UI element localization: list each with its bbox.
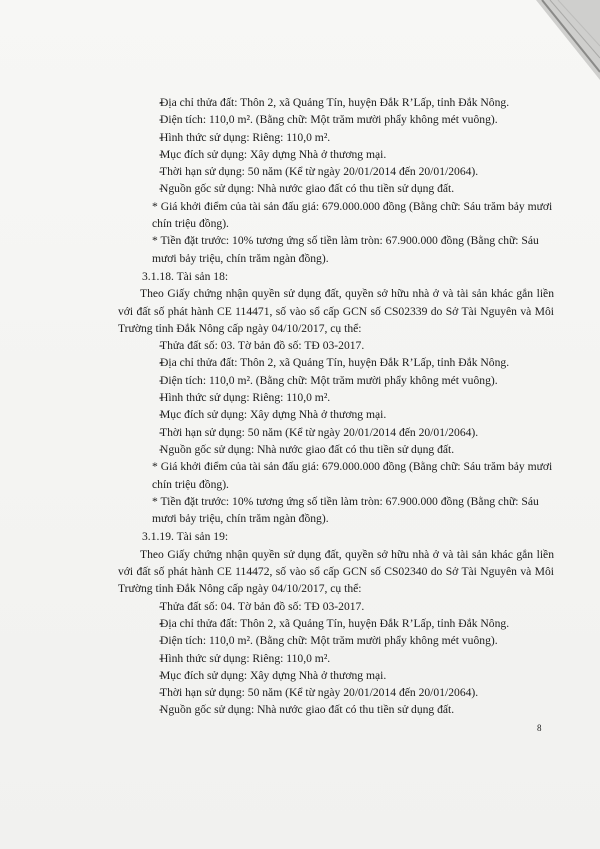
starting-price-note: * Giá khởi điểm của tài sản đấu giá: 679.000.000 đồng (Bằng chữ: Sáu trăm bảy mươi chín triệu đồng). xyxy=(152,460,553,491)
section-heading: 3.1.18. Tài sản 18: xyxy=(142,269,229,283)
list-item: - Hình thức sử dụng: Riêng: 110,0 m². xyxy=(118,650,554,667)
starting-price-note: * Giá khởi điểm của tài sản đấu giá: 679.000.000 đồng (Bằng chữ: Sáu trăm bảy mươi chín triệu đồng). xyxy=(152,199,553,231)
section-heading: 3.1.19. Tài sản 19: xyxy=(142,530,229,544)
page-corner-shadow xyxy=(536,0,600,80)
list-item: - Thửa đất số: 04. Tờ bản đồ số: TĐ 03-2017. xyxy=(118,598,554,615)
list-item: - Thời hạn sử dụng: 50 năm (Kể từ ngày 20/01/2014 đến 20/01/2064). xyxy=(118,424,554,441)
list-item: - Diện tích: 110,0 m². (Bằng chữ: Một trăm mười phẩy không mét vuông). xyxy=(118,372,554,389)
list-item: - Địa chỉ thửa đất: Thôn 2, xã Quảng Tín, huyện Đắk R’Lấp, tỉnh Đắk Nông. xyxy=(118,615,554,632)
document-body xyxy=(118,94,554,719)
list-item: - Thời hạn sử dụng: 50 năm (Kể từ ngày 20/01/2014 đến 20/01/2064). xyxy=(118,163,554,180)
list-item: - Diện tích: 110,0 m². (Bằng chữ: Một trăm mười phẩy không mét vuông). xyxy=(118,632,554,649)
list-item: - Thời hạn sử dụng: 50 năm (Kể từ ngày 20/01/2014 đến 20/01/2064). xyxy=(118,684,554,701)
list-item: - Địa chỉ thửa đất: Thôn 2, xã Quảng Tín, huyện Đắk R’Lấp, tỉnh Đắk Nông. xyxy=(118,354,554,371)
list-item: - Mục đích sử dụng: Xây dựng Nhà ở thương mại. xyxy=(118,146,554,163)
page-number: 8 xyxy=(537,723,542,733)
list-item: - Mục đích sử dụng: Xây dựng Nhà ở thương mại. xyxy=(118,406,554,423)
list-item: - Hình thức sử dụng: Riêng: 110,0 m². xyxy=(118,129,554,146)
paragraph: Theo Giấy chứng nhận quyền sử dụng đất, quyền sở hữu nhà ở và tài sản khác gắn liền với đất số phát hành CE 114471, số vào sổ cấp GCN số CS02339 do Sở Tài Nguyên và Môi Trường tỉnh Đắk Nông cấp ngày 04/10/2017, cụ thể: xyxy=(118,287,554,335)
list-item: - Diện tích: 110,0 m². (Bằng chữ: Một trăm mười phẩy không mét vuông). xyxy=(118,111,554,128)
list-item: - Hình thức sử dụng: Riêng: 110,0 m². xyxy=(118,389,554,406)
list-item: - Thửa đất số: 03. Tờ bản đồ số: TĐ 03-2017. xyxy=(118,337,554,354)
list-item: - Nguồn gốc sử dụng: Nhà nước giao đất có thu tiền sử dụng đất. xyxy=(118,441,554,458)
list-item: - Nguồn gốc sử dụng: Nhà nước giao đất có thu tiền sử dụng đất. xyxy=(118,701,554,718)
paragraph: Theo Giấy chứng nhận quyền sử dụng đất, quyền sở hữu nhà ở và tài sản khác gắn liền với đất số phát hành CE 114472, số vào sổ cấp GCN số CS02340 do Sở Tài Nguyên và Môi Trường tỉnh Đắk Nông cấp ngày 04/10/2017, cụ thể: xyxy=(118,547,554,596)
deposit-note: * Tiền đặt trước: 10% tương ứng số tiền làm tròn: 67.900.000 đồng (Bằng chữ: Sáu mươi bảy triệu, chín trăm ngàn đồng). xyxy=(152,234,539,265)
list-item: - Địa chỉ thửa đất: Thôn 2, xã Quảng Tín, huyện Đắk R’Lấp, tỉnh Đắk Nông. xyxy=(118,94,554,111)
deposit-note: * Tiền đặt trước: 10% tương ứng số tiền làm tròn: 67.900.000 đồng (Bằng chữ: Sáu mươi bảy triệu, chín trăm ngàn đồng). xyxy=(152,494,539,526)
list-item: - Nguồn gốc sử dụng: Nhà nước giao đất có thu tiền sử dụng đất. xyxy=(118,180,554,197)
list-item: - Mục đích sử dụng: Xây dựng Nhà ở thương mại. xyxy=(118,667,554,684)
